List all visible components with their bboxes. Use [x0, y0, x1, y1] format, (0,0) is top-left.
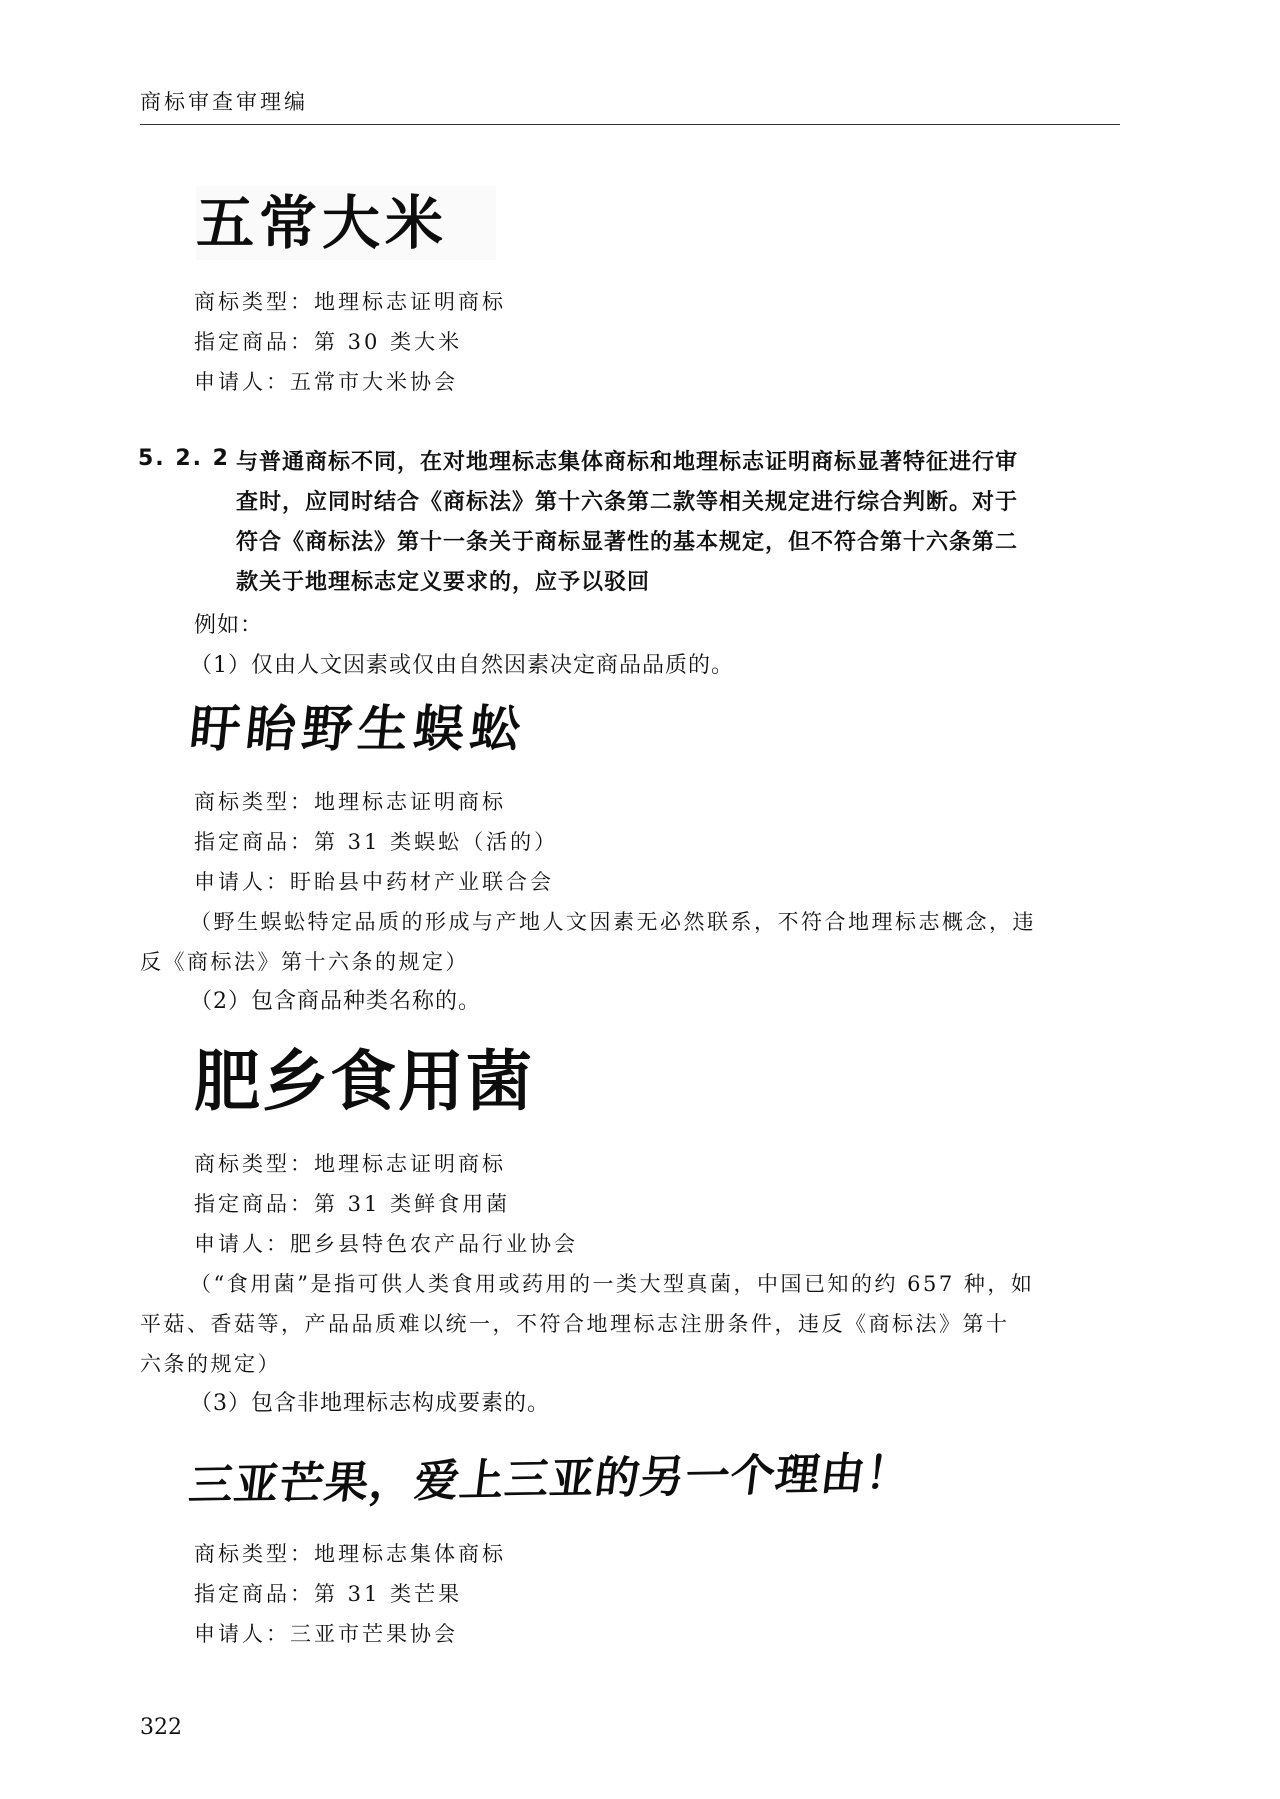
case-3-heading: （3）包含非地理标志构成要素的。 — [190, 1391, 550, 1416]
trademark-logo-xuyi-centipede: 盱眙野生蜈蚣 — [186, 700, 530, 758]
section-line: 符合《商标法》第十一条关于商标显著性的基本规定，但不符合第十六条第二 — [236, 530, 1019, 555]
trademark-type: 商标类型：地理标志证明商标 — [194, 790, 506, 814]
trademark-info-3 — [194, 1144, 578, 1264]
trademark-logo-wuchang-rice: 五常大米 — [196, 186, 496, 260]
trademark-info-2 — [194, 782, 558, 902]
running-header: 商标审查审理编 — [140, 90, 308, 114]
section-number: 5. 2. 2 — [138, 446, 230, 471]
trademark-logo-feixiang-mushroom: 肥乡食用菌 — [194, 1043, 534, 1120]
note-line: （“食用菌”是指可供人类食用或药用的一类大型真菌，中国已知的约 657 种，如 — [190, 1272, 1035, 1296]
trademark-info-4 — [194, 1534, 506, 1654]
note-line: 反《商标法》第十六条的规定） — [140, 950, 469, 974]
designated-goods: 指定商品：第 31 类芒果 — [194, 1582, 463, 1606]
note-line: （野生蜈蚣特定品质的形成与产地人文因素无必然联系，不符合地理标志概念，违 — [190, 910, 1036, 934]
trademark-type: 商标类型：地理标志证明商标 — [194, 290, 506, 314]
applicant: 申请人：五常市大米协会 — [194, 370, 458, 394]
section-line: 款关于地理标志定义要求的，应予以驳回 — [236, 570, 651, 595]
note-2 — [140, 1264, 1125, 1384]
designated-goods: 指定商品：第 31 类蜈蚣（活的） — [194, 830, 559, 854]
trademark-type: 商标类型：地理标志证明商标 — [194, 1152, 506, 1176]
trademark-logo-sanya-mango: 三亚芒果，爱上三亚的另一个理由！ — [186, 1447, 915, 1512]
trademark-info-1 — [194, 282, 506, 402]
section-heading — [236, 443, 1126, 603]
applicant: 申请人：三亚市芒果协会 — [194, 1622, 458, 1646]
designated-goods: 指定商品：第 31 类鲜食用菌 — [194, 1192, 511, 1216]
case-2-heading: （2）包含商品种类名称的。 — [190, 989, 481, 1014]
case-1-heading: （1）仅由人文因素或仅由自然因素决定商品品质的。 — [190, 653, 734, 678]
note-line: 平菇、香菇等，产品品质难以统一，不符合地理标志注册条件，违反《商标法》第十 — [140, 1312, 1010, 1336]
designated-goods: 指定商品：第 30 类大米 — [194, 330, 463, 354]
applicant: 申请人：盱眙县中药材产业联合会 — [194, 870, 554, 894]
page-number: 322 — [140, 1715, 182, 1740]
header-divider — [140, 124, 1120, 125]
trademark-type: 商标类型：地理标志集体商标 — [194, 1542, 506, 1566]
section-line: 与普通商标不同，在对地理标志集体商标和地理标志证明商标显著特征进行审 — [236, 450, 1019, 475]
note-line: 六条的规定） — [140, 1352, 281, 1376]
for-example-label: 例如： — [194, 613, 264, 638]
section-line: 查时，应同时结合《商标法》第十六条第二款等相关规定进行综合判断。对于 — [236, 490, 1019, 515]
note-1 — [140, 902, 1125, 982]
applicant: 申请人：肥乡县特色农产品行业协会 — [194, 1232, 578, 1256]
